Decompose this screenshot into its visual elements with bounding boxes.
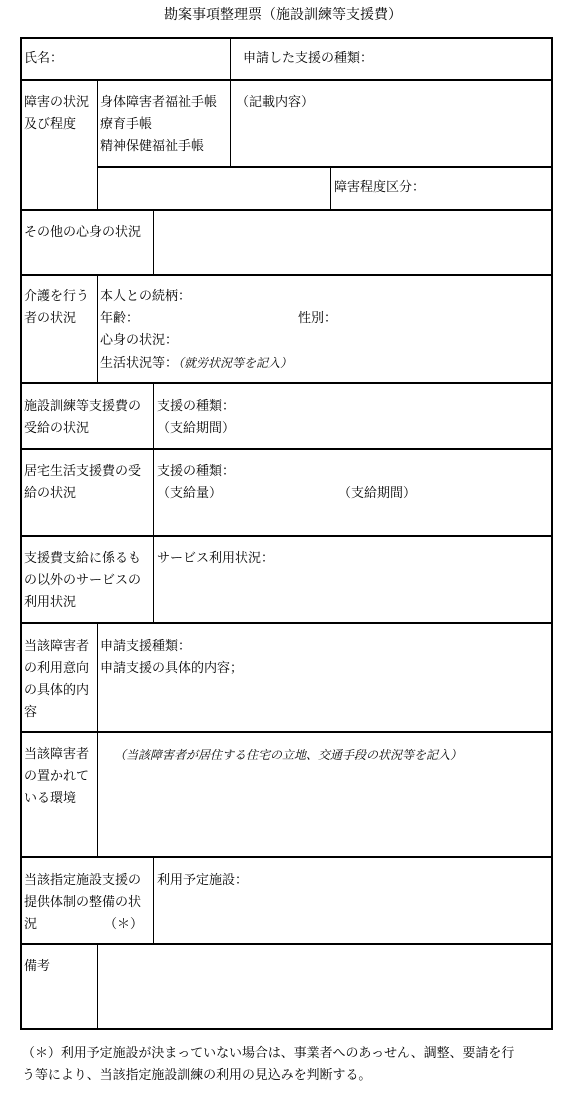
row-divider	[20, 448, 553, 450]
remarks-label: 備考	[24, 959, 51, 974]
intention-label-line-4: 容	[24, 705, 38, 720]
other-services-label-line-3: 利用状況	[24, 595, 77, 610]
caregiver-label-line-1: 介護を行う	[24, 289, 90, 304]
column-divider	[153, 383, 154, 623]
row-divider	[97, 166, 553, 168]
row-divider	[20, 856, 553, 858]
service-usage-label: サービス利用状況：	[157, 551, 275, 566]
intention-label-line-3: の具体的内	[24, 683, 90, 698]
caregiver-label-line-2: 者の状況	[24, 311, 77, 326]
footnote-line-2: う等により、当該指定施設訓練の利用の見込みを判断する。	[22, 1068, 372, 1083]
planned-facility-label: 利用予定施設：	[157, 873, 249, 888]
column-divider	[97, 623, 98, 857]
row-divider	[20, 943, 553, 945]
gender-label: 性別：	[298, 311, 338, 326]
provision-label-line-2: 提供体制の整備の状	[24, 895, 142, 910]
provision-label-line-1: 当該指定施設支援の	[24, 873, 142, 888]
other-state-label: その他の心身の状況	[24, 225, 142, 240]
facility-support-type: 支援の種類：	[157, 399, 236, 414]
record-content-label: （記載内容）	[236, 95, 315, 110]
life-status-label	[100, 352, 292, 375]
row-divider	[20, 622, 553, 624]
column-divider	[230, 80, 231, 167]
row-divider	[20, 209, 553, 211]
requested-type-label: 申請支援種類：	[100, 639, 192, 654]
footnote	[22, 1043, 562, 1087]
column-divider	[153, 857, 154, 944]
environment-label-line-1: 当該障害者	[24, 747, 90, 762]
row-divider	[20, 274, 553, 276]
environment-label-line-2: の置かれて	[24, 769, 90, 784]
column-divider	[330, 167, 331, 210]
column-divider	[97, 80, 98, 210]
environment-label-line-3: いる環境	[24, 791, 77, 806]
mind-body-label: 心身の状況：	[100, 333, 179, 348]
column-divider	[153, 210, 154, 275]
column-divider	[97, 275, 98, 383]
home-fee-label-line-1: 居宅生活支援費の受	[24, 464, 142, 479]
intention-label-line-1: 当該障害者	[24, 639, 90, 654]
age-label: 年齢：	[100, 311, 140, 326]
page-title: 勘案事項整理票（施設訓練等支援費）	[164, 7, 402, 23]
name-label: 氏名：	[24, 51, 64, 66]
relation-label: 本人との続柄：	[100, 289, 192, 304]
other-services-label-line-1: 支援費支給に係るも	[24, 551, 142, 566]
facility-fee-label-line-1: 施設訓練等支援費の	[24, 399, 142, 414]
row-divider	[20, 535, 553, 537]
provision-asterisk: （＊）	[104, 917, 144, 932]
facility-fee-label-line-2: 受給の状況	[24, 421, 90, 436]
other-services-label-line-2: の以外のサービスの	[24, 573, 142, 588]
home-amount: （支給量）	[157, 486, 223, 501]
life-status-note: （就労状況等を記入）	[178, 356, 293, 370]
environment-note: （当該障害者が居住する住宅の立地、交通手段の状況等を記入）	[114, 748, 463, 762]
provision-label-line-3: 況	[24, 917, 38, 932]
column-divider	[230, 37, 231, 80]
row-divider	[20, 731, 553, 733]
column-divider	[97, 944, 98, 1030]
facility-period: （支給期間）	[157, 421, 236, 436]
disability-level-label: 障害程度区分：	[334, 180, 426, 195]
support-type-label: 申請した支援の種類：	[243, 51, 374, 66]
handbook-rehabilitation: 療育手帳	[100, 117, 153, 132]
home-period: （支給期間）	[338, 486, 417, 501]
home-support-type: 支援の種類：	[157, 464, 236, 479]
handbook-mental: 精神保健福祉手帳	[100, 139, 205, 154]
handbook-physical: 身体障害者福祉手帳	[100, 95, 218, 110]
disability-label-line-2: 及び程度	[24, 117, 77, 132]
row-divider	[20, 382, 553, 384]
life-status-prefix: 生活状況等：	[100, 356, 179, 371]
disability-label-line-1: 障害の状況	[24, 95, 90, 110]
requested-detail-label: 申請支援の具体的内容；	[100, 661, 244, 676]
row-divider	[20, 79, 553, 81]
footnote-line-1: （＊）利用予定施設が決まっていない場合は、事業者へのあっせん、調整、要請を行	[22, 1046, 515, 1061]
home-fee-label-line-2: 給の状況	[24, 486, 77, 501]
intention-label-line-2: の利用意向	[24, 661, 90, 676]
